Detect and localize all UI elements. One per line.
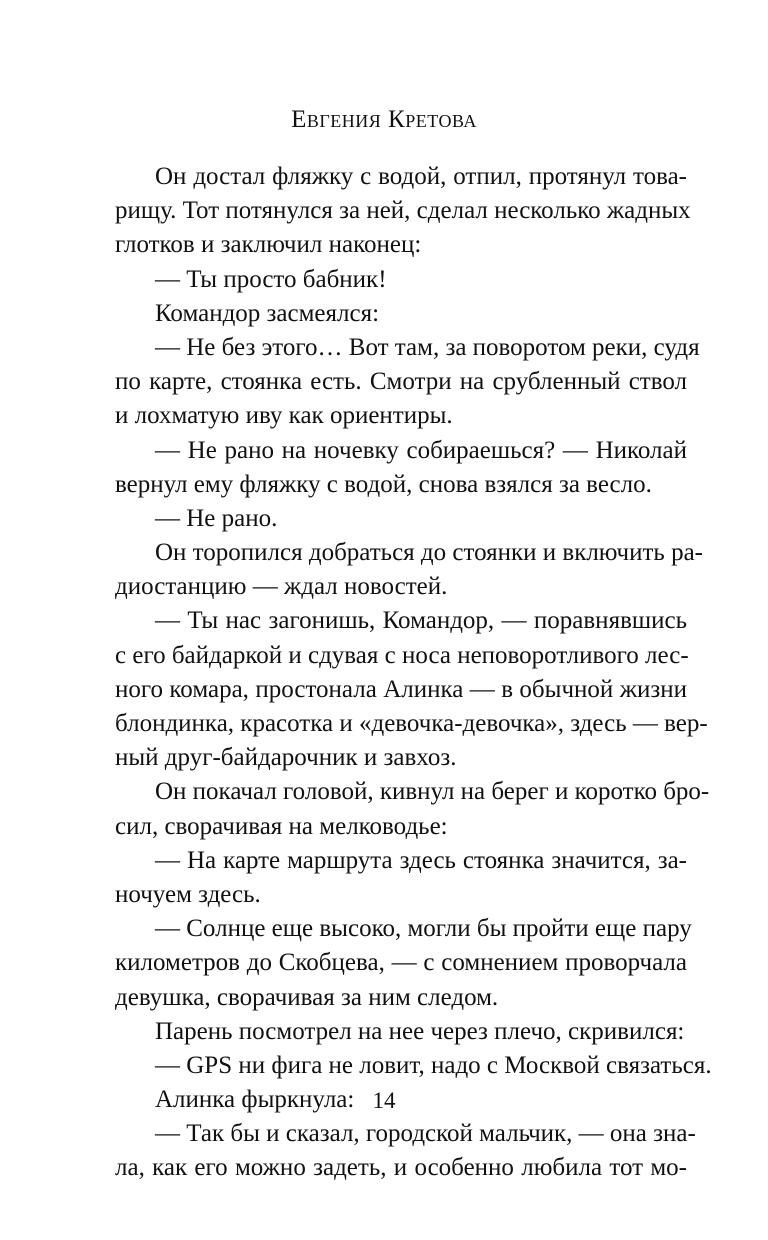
text-line: блондинка, красотка и «девочка-девочка», здесь — вер- [115,710,708,737]
text-line: ного комара, простонала Алинка — в обычной жизни [115,675,687,703]
text-line: Он покачал головой, кивнул на берег и коротко бро- [155,778,710,806]
text-line: девушка, сворачивая за ним следом. [115,983,499,1011]
running-head: Евгения Кретова [291,106,477,133]
text-line: ночуем здесь. [115,880,261,908]
text-line: — Так бы и сказал, городской мальчик, — она зна- [155,1120,696,1148]
text-line: — Не без этого… Вот там, за поворотом реки, судя [155,333,700,361]
text-line: — Ты просто бабник! [155,265,387,293]
body-text [115,160,712,1186]
page-number: 14 [372,1088,396,1113]
text-line: диостанцию — ждал новостей. [115,573,448,601]
text-line: Алинка фыркнула: [155,1086,355,1114]
text-line: — Солнце еще высоко, могли бы пройти еще пару [155,915,692,943]
text-line: рищу. Тот потянулся за ней, сделал несколько жадных [115,197,691,225]
text-line: и лохматую иву как ориентиры. [115,402,453,430]
text-line: ла, как его можно задеть, и особенно любила тот мо- [115,1154,687,1182]
text-line: — Не рано на ночевку собираешься? — Николай [155,436,687,464]
text-line: — Ты нас загонишь, Командор, — поравнявшись [155,607,687,635]
text-line: километров до Скобцева, — с сомнением проворчала [115,949,687,977]
text-line: сил, сворачивая на мелководье: [115,812,448,840]
text-line: с его байдаркой и сдувая с носа неповоротливого лес- [115,641,689,669]
text-line: Командор засмеялся: [155,299,380,327]
text-line: — GPS ни фига не ловит, надо с Москвой связаться. [155,1051,712,1079]
text-line: Парень посмотрел на нее через плечо, скривился: [155,1017,685,1045]
text-line: Он торопился добраться до стоянки и включить ра- [155,539,703,567]
text-line: глотков и заключил наконец: [115,231,422,259]
text-line: — Не рано. [155,504,278,532]
text-line: вернул ему фляжку с водой, снова взялся за весло. [115,470,652,498]
text-line: — На карте маршрута здесь стоянка значится, за- [155,846,687,874]
text-line: по карте, стоянка есть. Смотри на срубленный ствол [115,368,687,396]
text-line: Он достал фляжку с водой, отпил, протянул това- [155,163,687,190]
text-line: ный друг-байдарочник и завхоз. [115,744,457,772]
